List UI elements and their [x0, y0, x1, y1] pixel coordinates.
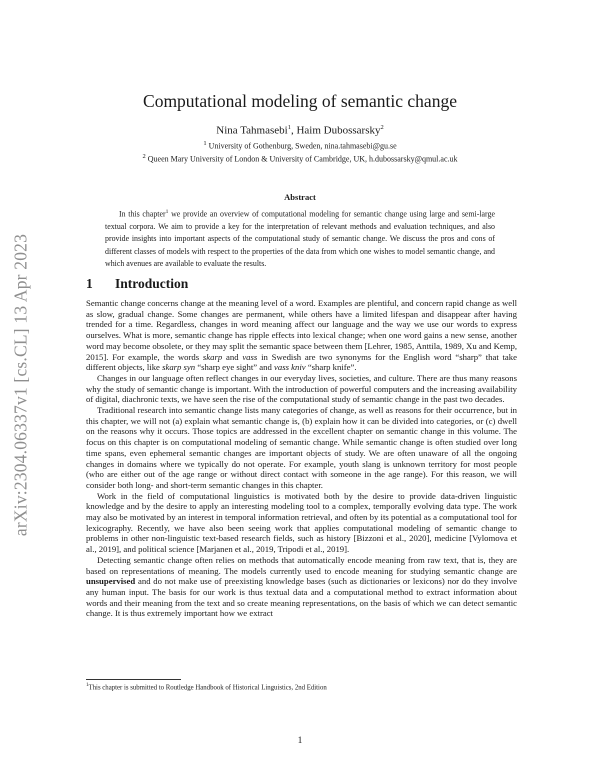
- section-number: 1: [86, 276, 93, 291]
- paragraph: Changes in our language often reflect changes in our everyday lives, societies, and culture. There are thus many reasons why the study of semantic change is important. With the introduction of powerful computers and the increasing availability of digital, diachronic texts, we have seen the rise of the computational study of semantic change in the past two decades.: [86, 372, 517, 405]
- affiliation-mark: 1: [287, 124, 291, 131]
- paragraph-text: “sharp eye sight” and: [195, 362, 275, 373]
- paragraph-text: in Swedish are two synonyms for the English word “sharp” that take different objects, like: [86, 351, 517, 373]
- author-separator: ,: [290, 124, 297, 137]
- paragraph-text: and do not make use of preexisting knowledge bases (such as dictionaries or lexicons) nor do they involve any human input. The basis for our work is thus textual data and a computational method to extract information about words and their meaning from the text and so create meaning representations, on the basis of which we can detect semantic change. It is thus extremely important how we extract: [86, 576, 517, 619]
- footnote-mark: 1: [165, 209, 169, 215]
- paragraph: [86, 298, 517, 373]
- affiliation-text: University of Gothenburg, Sweden, nina.tahmasebi@gu.se: [208, 141, 397, 151]
- affiliation-text: Queen Mary University of London & University of Cambridge, UK, h.dubossarsky@qmul.ac.uk: [147, 154, 458, 164]
- emphasis: unsupervised: [86, 576, 136, 587]
- paragraph-text: “sharp knife”.: [305, 362, 357, 373]
- affiliation-line: [0, 140, 600, 151]
- abstract-heading: Abstract: [284, 192, 316, 202]
- paper-title: Computational modeling of semantic change: [143, 91, 457, 111]
- abstract-body: [105, 206, 495, 270]
- paragraph-text: Semantic change concerns change at the meaning level of a word. Examples are plentiful, and concern rapid change as well as slow, gradual change. Some changes are permanent, while others have a limited lifespan and disappear after having trended for a time. Regardless, changes in word meaning affect our language and the way we use our words to express ourselves. What is more, semantic change has ripple effects into lexical change; when one word gains a new sense, another word may become obsolete, or they may split the semantic space between them [Lehrer, 1985, Anttila, 1989, Xu and Kemp, 2015]. For example, the words: [86, 298, 517, 362]
- page-number: 1: [297, 736, 303, 746]
- footnote-rule: [86, 679, 181, 680]
- author-name: Haim Dubossarsky: [296, 124, 381, 137]
- section-title: Introduction: [115, 276, 189, 291]
- abstract-text: we provide an overview of computational modeling for semantic change using large and semi-large textual corpora. We aim to provide a key for the interpretation of relevant methods and evaluation techniques, and also provide insights into important aspects of the computational study of semantic change. We discuss the pros and cons of different classes of models with respect to the properties of the data from which one wishes to model semantic change, and which avenues are available to evaluate the results.: [105, 209, 495, 268]
- section-body: [86, 298, 517, 619]
- term: vass kniv: [274, 362, 306, 373]
- paragraph: Traditional research into semantic change lists many categories of change, as well as reasons for their occurrence, but in this chapter, we will not (a) explain what semantic change is, (b) explain how it can be divided into categories, or (c) dwell on the reasons why it occurs. Those topics are addressed in the excellent chapter on semantic change in this volume. The focus on this chapter is on computational modeling of semantic change. While semantic change is often studied over long time spans, even ephemeral semantic changes are important objects of study. We are often unaware of all the ongoing changes in domains where we typically do not operate. For example, youth slang is unknown territory for most people (who are either out of the age range or without direct contact with someone in the age range). For this reason, we will consider both long- and short-term semantic changes in this chapter.: [86, 405, 517, 490]
- term: vass: [242, 351, 258, 362]
- author-line: [0, 124, 600, 137]
- affiliation-mark: 2: [142, 153, 146, 160]
- author-name: Nina Tahmasebi: [216, 124, 288, 137]
- affiliation-line: [0, 153, 600, 164]
- paragraph-text: and: [222, 351, 243, 362]
- paragraph: [86, 555, 517, 619]
- abstract-lead: In this chapter: [119, 209, 166, 219]
- footnote: [86, 683, 327, 691]
- term: skarp: [202, 351, 223, 362]
- affiliation-mark: 2: [380, 124, 384, 131]
- arxiv-stamp-text: arXiv:2304.06337v1 [cs.CL] 13 Apr 2023: [10, 233, 31, 537]
- arxiv-identifier-stamp: [6, 185, 36, 585]
- paragraph-text: Detecting semantic change often relies on methods that automatically encode meaning from raw text, that is, they are based on representations of meaning. The models currently used to encode meaning for studying semantic change are: [86, 554, 517, 576]
- footnote-text: This chapter is submitted to Routledge Handbook of Historical Linguistics, 2nd Edition: [88, 684, 327, 692]
- paragraph: Work in the field of computational linguistics is motivated both by the desire to provide data-driven linguistic knowledge and by the desire to apply an interesting modeling tool to a complex, temporally evolving data type. The work may also be motivated by an interest in temporal information retrieval, and often by its potential as a computational tool for lexicography. Recently, we have also been seeing work that applies computational modeling of semantic change to problems in other non-linguistic text-based research fields, such as history [Bizzoni et al., 2020], medicine [Vylomova et al., 2019], and political science [Marjanen et al., 2019, Tripodi et al., 2019].: [86, 490, 517, 555]
- term: skarp syn: [162, 362, 196, 373]
- affiliation-mark: 1: [203, 140, 207, 147]
- footnote-mark: 1: [86, 683, 89, 688]
- section-heading: [86, 276, 188, 292]
